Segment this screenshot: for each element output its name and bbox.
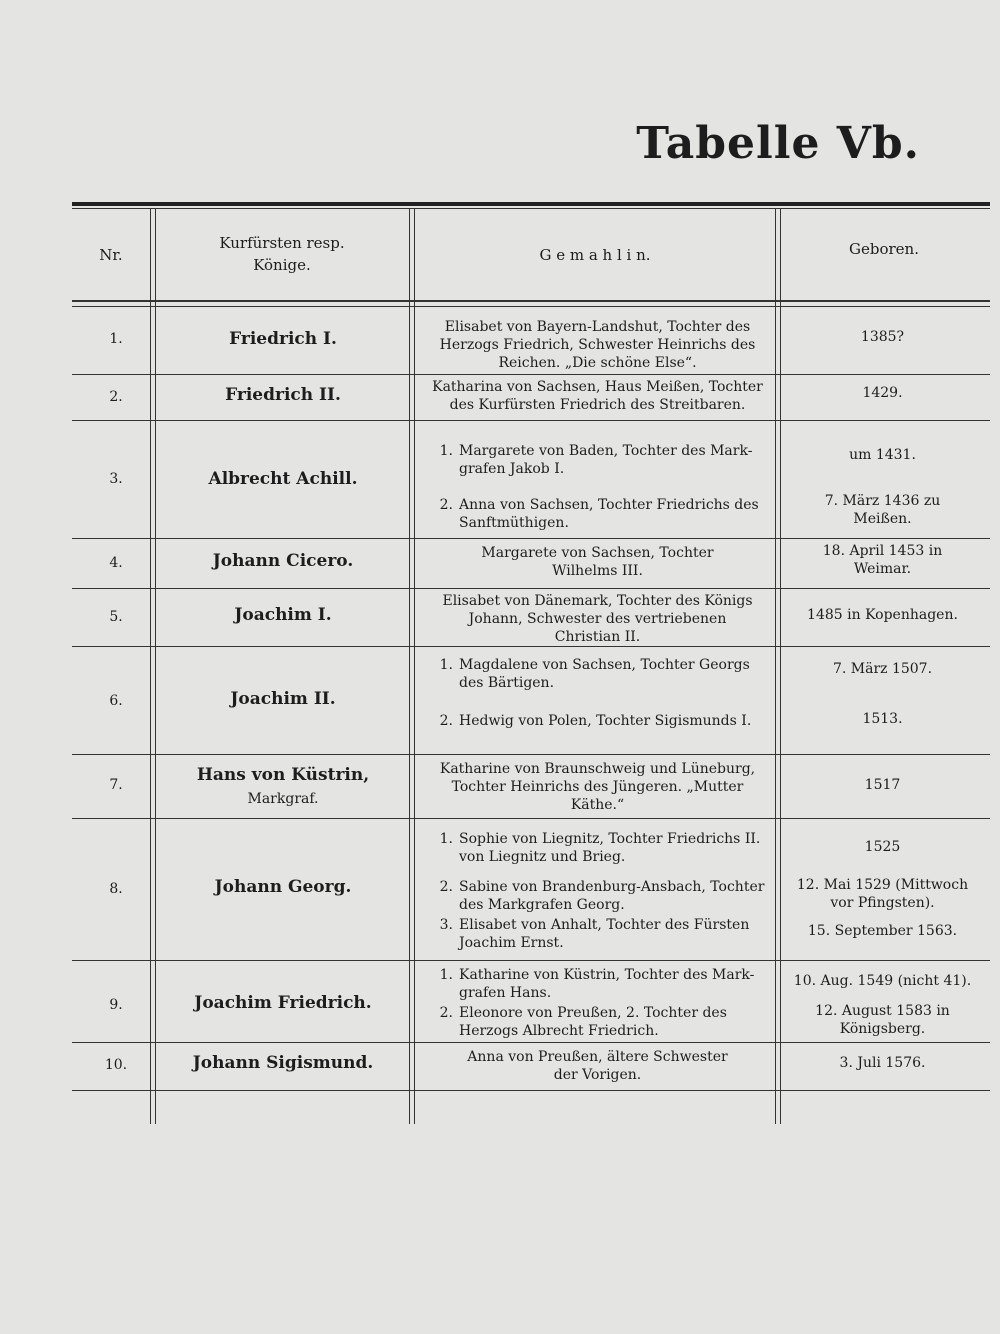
spouse-number: 1. xyxy=(439,967,453,983)
spouse-entry xyxy=(425,966,770,1002)
spouse-line: Anna von Sachsen, Tochter Friedrichs des xyxy=(459,497,759,513)
spouse-entry xyxy=(425,656,770,692)
header-bottom-rule xyxy=(72,300,990,302)
born-line: 7. März 1436 zu xyxy=(824,493,941,509)
ruler-name: Hans von Küstrin, xyxy=(196,765,370,785)
col-line-3 xyxy=(775,208,776,1124)
born-line: 12. Mai 1529 (Mittwoch xyxy=(796,877,969,893)
row-number: 10. xyxy=(104,1057,128,1073)
spouse-line: Sanftmüthigen. xyxy=(459,515,569,531)
spouse-entry xyxy=(425,378,770,414)
spouse-line: Reichen. „Die schöne Else“. xyxy=(498,355,697,371)
born-line: Meißen. xyxy=(853,511,912,527)
row-number: 8. xyxy=(109,881,123,897)
born-entry: 10. Aug. 1549 (nicht 41). xyxy=(793,973,972,989)
ruler-name: Joachim Friedrich. xyxy=(194,993,372,1013)
row-rule-5 xyxy=(72,646,990,647)
row-number: 4. xyxy=(109,555,123,571)
row-rule-9 xyxy=(72,1042,990,1043)
born-entry: 1517 xyxy=(864,777,901,793)
born-line: Weimar. xyxy=(853,561,912,577)
spouse-entry xyxy=(425,878,770,914)
header-ruler-line-1: Kurfürsten resp. xyxy=(219,234,345,252)
spouse-number: 1. xyxy=(439,657,453,673)
table-top-rule-thin xyxy=(72,208,990,209)
spouse-line: der Vorigen. xyxy=(553,1067,642,1083)
row-number: 5. xyxy=(109,609,123,625)
ruler-name: Joachim II. xyxy=(230,689,336,709)
spouse-entry xyxy=(425,916,770,952)
row-rule-3 xyxy=(72,538,990,539)
spouse-line: Katharina von Sachsen, Haus Meißen, Tochter xyxy=(432,379,763,395)
spouse-entry xyxy=(425,442,770,478)
spouse-line: Anna von Preußen, ältere Schwester xyxy=(467,1049,728,1065)
spouse-number: 1. xyxy=(439,443,453,459)
row-rule-6 xyxy=(72,754,990,755)
ruler-name: Friedrich I. xyxy=(229,329,337,349)
row-rule-2 xyxy=(72,420,990,421)
spouse-line: Sophie von Liegnitz, Tochter Friedrichs II. xyxy=(459,831,761,847)
ruler-name: Albrecht Achill. xyxy=(208,469,358,489)
ruler-name: Johann Cicero. xyxy=(212,551,354,571)
row-number: 2. xyxy=(109,389,123,405)
spouse-line: des Markgrafen Georg. xyxy=(459,897,625,913)
table-top-rule xyxy=(72,202,990,206)
born-entry: 3. Juli 1576. xyxy=(839,1055,926,1071)
born-entry xyxy=(785,1002,980,1038)
spouse-entry xyxy=(425,712,770,730)
spouse-line: Käthe.“ xyxy=(570,797,625,813)
spouse-line: von Liegnitz und Brieg. xyxy=(459,849,626,865)
row-rule-4 xyxy=(72,588,990,589)
ruler-name: Joachim I. xyxy=(234,605,332,625)
spouse-line: Hedwig von Polen, Tochter Sigismunds I. xyxy=(459,713,752,729)
header-bottom-rule-thin xyxy=(72,306,990,307)
spouse-line: Eleonore von Preußen, 2. Tochter des xyxy=(459,1005,727,1021)
row-number: 6. xyxy=(109,693,123,709)
born-entry xyxy=(785,492,980,528)
col-line-2b xyxy=(414,208,415,1124)
spouse-line: des Bärtigen. xyxy=(459,675,555,691)
spouse-entry xyxy=(425,496,770,532)
row-rule-8 xyxy=(72,960,990,961)
spouse-line: Johann, Schwester des vertriebenen xyxy=(468,611,727,627)
spouse-line: Tochter Heinrichs des Jüngeren. „Mutter xyxy=(451,779,744,795)
page-title: Tabelle Vb. xyxy=(636,118,920,169)
row-number: 9. xyxy=(109,997,123,1013)
spouse-line: Wilhelms III. xyxy=(552,563,643,579)
row-rule-10 xyxy=(72,1090,990,1091)
born-entry xyxy=(785,542,980,578)
spouse-number: 2. xyxy=(439,497,453,513)
spouse-entry xyxy=(425,1048,770,1084)
born-entry: 1513. xyxy=(862,711,903,727)
born-entry: um 1431. xyxy=(849,447,916,463)
spouse-entry xyxy=(425,592,770,646)
born-entry: 1485 in Kopenhagen. xyxy=(807,607,958,623)
row-number: 1. xyxy=(109,331,123,347)
spouse-entry xyxy=(425,1004,770,1040)
born-line: Königsberg. xyxy=(839,1021,926,1037)
header-spouse: G e m a h l i n. xyxy=(539,246,651,264)
born-line: vor Pfingsten). xyxy=(830,895,935,911)
spouse-number: 2. xyxy=(439,879,453,895)
header-nr: Nr. xyxy=(99,246,123,264)
spouse-line: Christian II. xyxy=(554,629,641,645)
born-entry: 1429. xyxy=(862,385,903,401)
spouse-line: Sabine von Brandenburg-Ansbach, Tochter xyxy=(459,879,765,895)
spouse-number: 2. xyxy=(439,713,453,729)
col-line-2 xyxy=(409,208,410,1124)
spouse-line: Elisabet von Bayern-Landshut, Tochter des xyxy=(444,319,751,335)
row-number: 3. xyxy=(109,471,123,487)
spouse-entry xyxy=(425,760,770,814)
row-rule-1 xyxy=(72,374,990,375)
ruler-name: Johann Georg. xyxy=(214,877,352,897)
spouse-line: Katharine von Küstrin, Tochter des Mark- xyxy=(459,967,755,983)
spouse-line: grafen Hans. xyxy=(459,985,552,1001)
spouse-line: des Kurfürsten Friedrich des Streitbaren. xyxy=(449,397,746,413)
row-number: 7. xyxy=(109,777,123,793)
spouse-line: Herzogs Albrecht Friedrich. xyxy=(459,1023,659,1039)
header-ruler-line-2: Könige. xyxy=(253,256,311,274)
ruler-title: Markgraf. xyxy=(247,791,319,807)
born-entry: 1385? xyxy=(860,329,905,345)
ruler-name: Johann Sigismund. xyxy=(192,1053,374,1073)
ruler-name: Friedrich II. xyxy=(225,385,341,405)
born-entry: 7. März 1507. xyxy=(832,661,933,677)
row-rule-7 xyxy=(72,818,990,819)
spouse-line: Magdalene von Sachsen, Tochter Georgs xyxy=(459,657,750,673)
spouse-line: Elisabet von Anhalt, Tochter des Fürsten xyxy=(459,917,750,933)
spouse-entry xyxy=(425,544,770,580)
spouse-entry xyxy=(425,318,770,372)
spouse-line: Elisabet von Dänemark, Tochter des Königs xyxy=(442,593,753,609)
born-line: 12. August 1583 in xyxy=(815,1003,950,1019)
spouse-line: Margarete von Sachsen, Tochter xyxy=(481,545,714,561)
born-entry: 15. September 1563. xyxy=(807,923,958,939)
spouse-line: Katharine von Braunschweig und Lüneburg, xyxy=(439,761,756,777)
spouse-entry xyxy=(425,830,770,866)
spouse-number: 2. xyxy=(439,1005,453,1021)
spouse-line: grafen Jakob I. xyxy=(459,461,565,477)
spouse-number: 3. xyxy=(439,917,453,933)
spouse-number: 1. xyxy=(439,831,453,847)
spouse-line: Margarete von Baden, Tochter des Mark- xyxy=(459,443,753,459)
spouse-line: Herzogs Friedrich, Schwester Heinrichs des xyxy=(439,337,756,353)
born-entry xyxy=(785,876,980,912)
born-line: 18. April 1453 in xyxy=(822,543,943,559)
col-line-3b xyxy=(780,208,781,1124)
born-entry: 1525 xyxy=(864,839,901,855)
spouse-line: Joachim Ernst. xyxy=(459,935,564,951)
header-ruler xyxy=(158,232,406,276)
header-born: Geboren. xyxy=(849,240,919,258)
